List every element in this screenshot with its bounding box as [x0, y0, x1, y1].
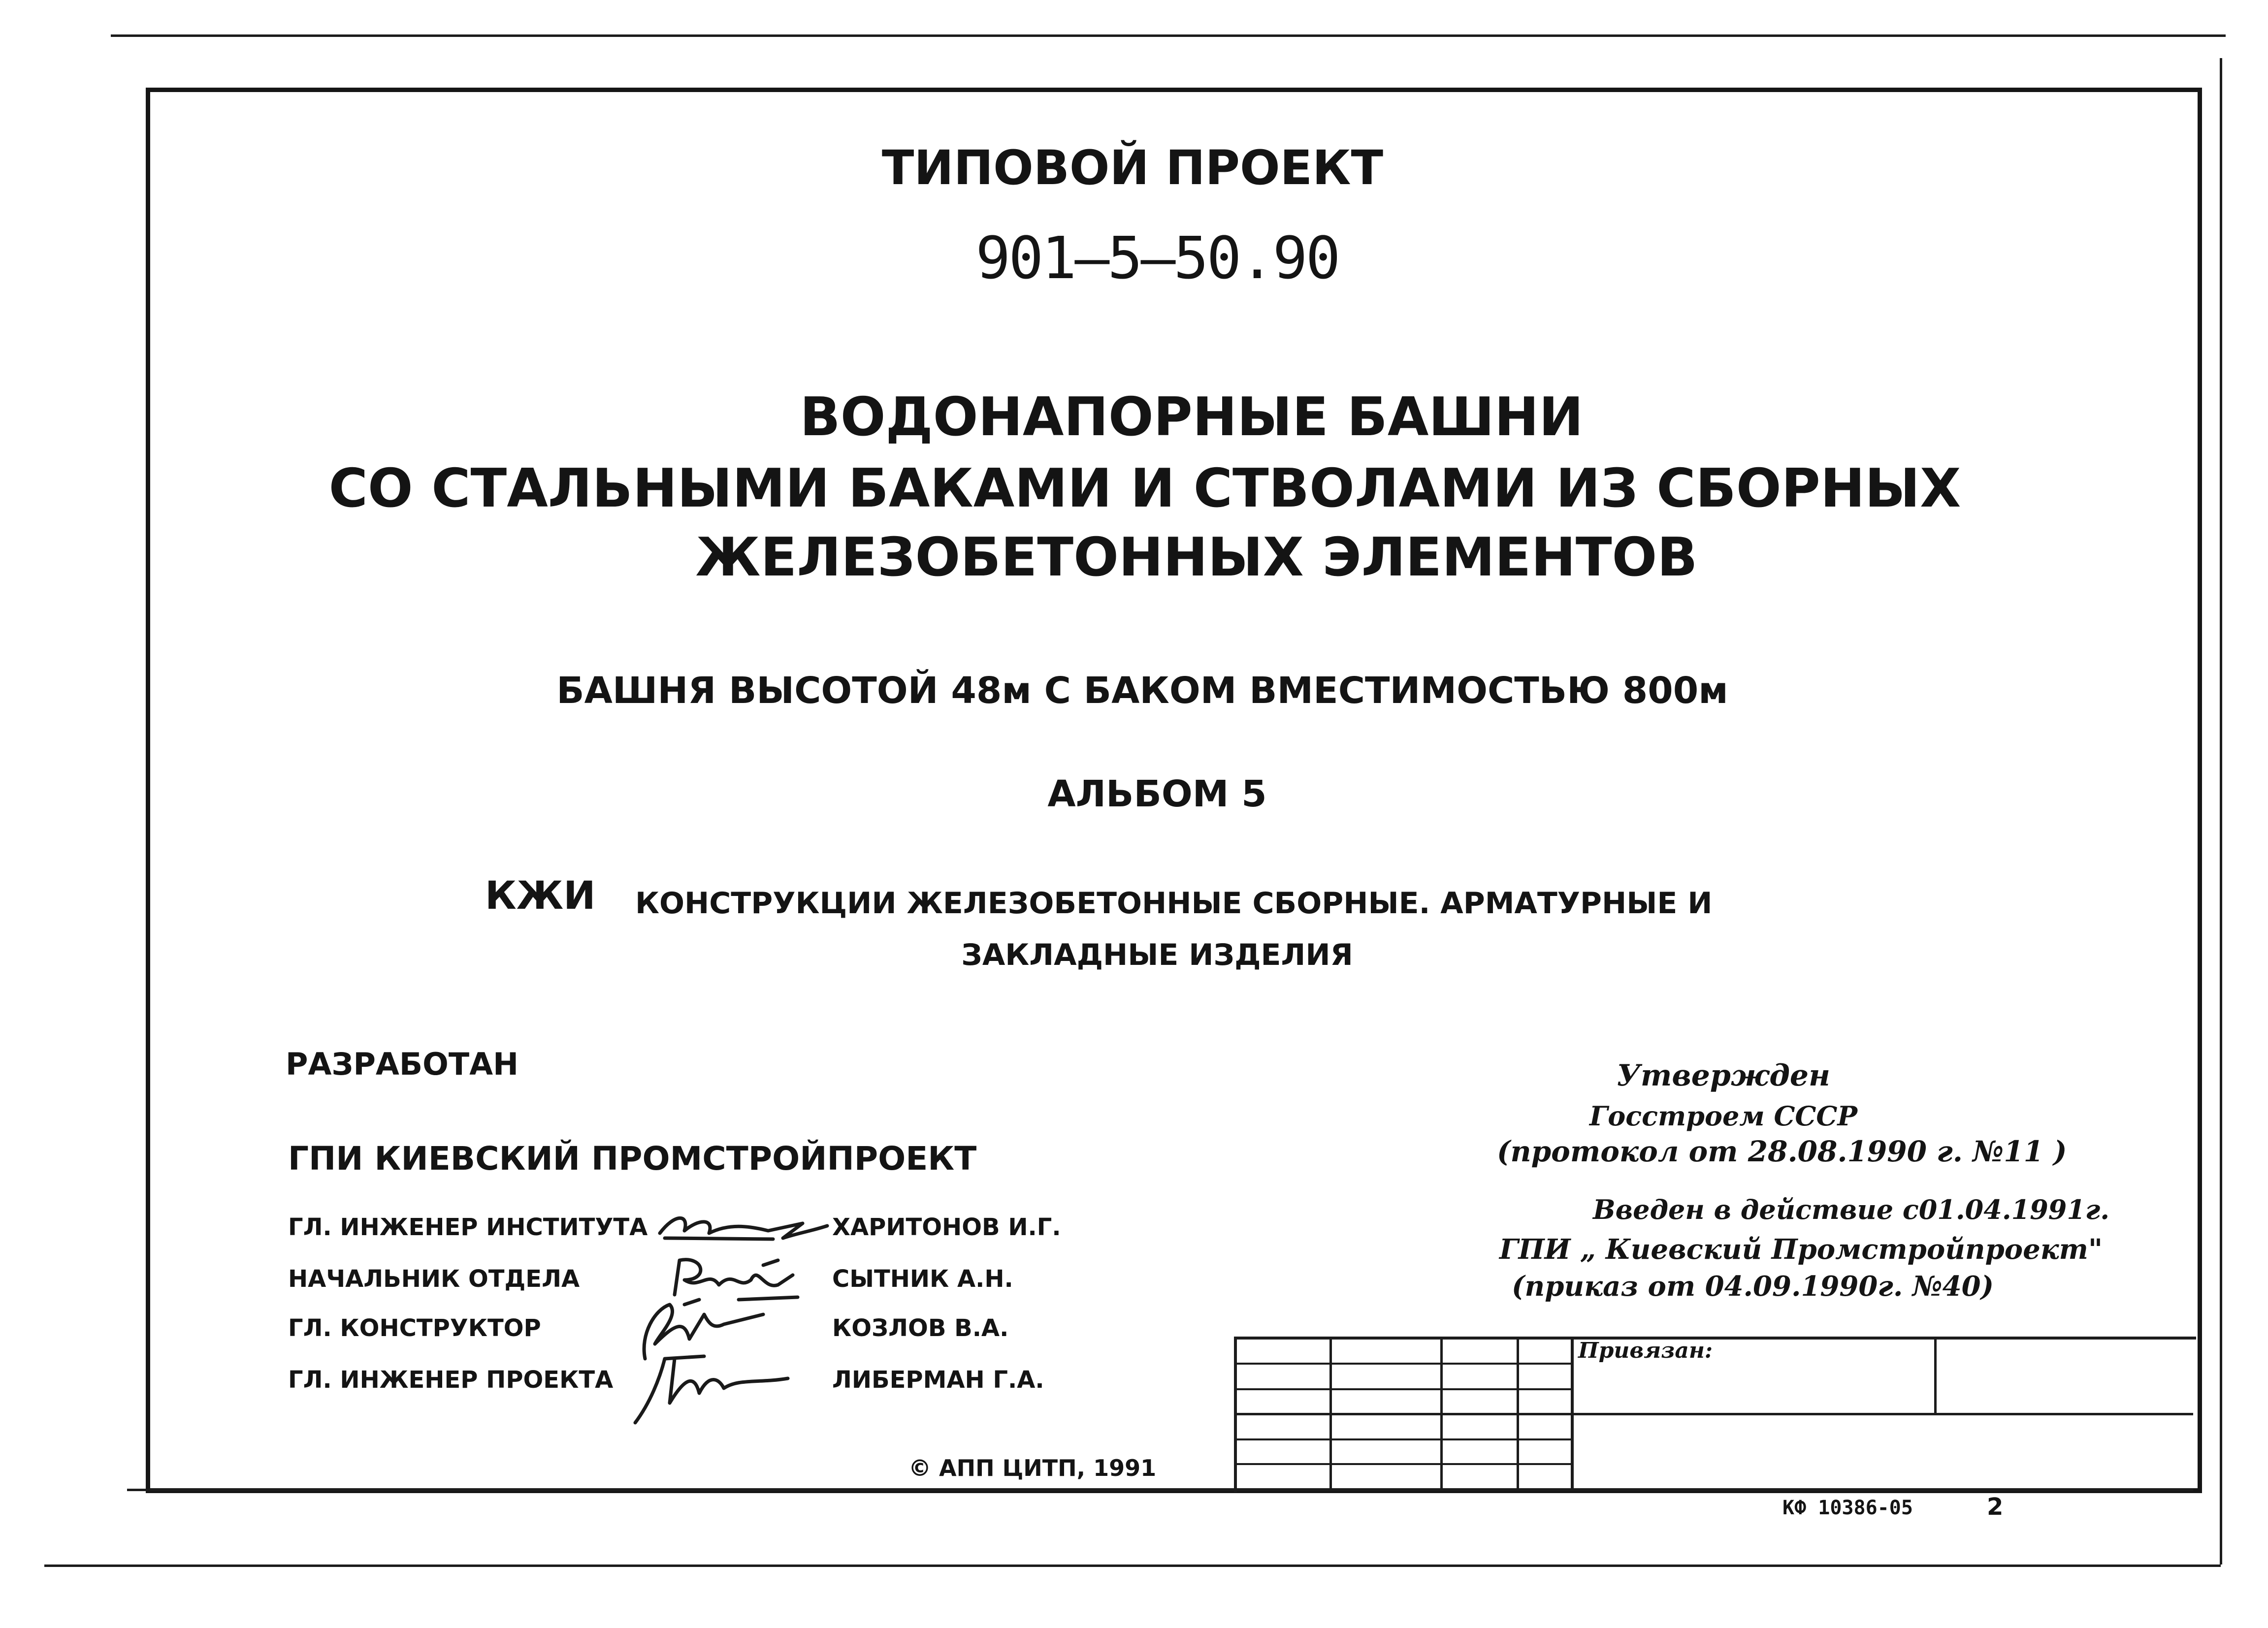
stamp-row-line	[1234, 1388, 1574, 1390]
stamp-row-line	[1234, 1463, 1574, 1465]
stamp-row-line	[1234, 1438, 1574, 1440]
staff-position: НАЧАЛЬНИК ОТДЕЛА	[288, 1265, 580, 1293]
signature-kharitonov	[655, 1204, 832, 1248]
staff-name: СЫТНИК А.Н.	[832, 1265, 1013, 1293]
main-title-line-3: ЖЕЛЕЗОБЕТОННЫХ ЭЛЕМЕНТОВ	[695, 527, 1698, 588]
approval-line-1: Утвержден	[1617, 1058, 1830, 1093]
stamp-row-line	[1234, 1413, 2193, 1415]
album-number: АЛЬБОМ 5	[1047, 773, 1267, 815]
page-number: 2	[1987, 1493, 2004, 1521]
staff-position: ГЛ. КОНСТРУКТОР	[288, 1314, 541, 1342]
stamp-tied-label: Привязан:	[1578, 1338, 1713, 1363]
bottom-outer-rule	[44, 1564, 2221, 1567]
copyright-notice: © АПП ЦИТП, 1991	[908, 1455, 1157, 1481]
staff-name: ХАРИТОНОВ И.Г.	[832, 1213, 1061, 1241]
section-title-line-2: ЗАКЛАДНЫЕ ИЗДЕЛИЯ	[961, 938, 1353, 972]
signature-liberman	[630, 1349, 793, 1428]
section-title-line-1: КОНСТРУКЦИИ ЖЕЛЕЗОБЕТОННЫЕ СБОРНЫЕ. АРМАТУРНЫЕ И	[635, 886, 1713, 921]
project-type-title: ТИПОВОЙ ПРОЕКТ	[881, 140, 1384, 195]
main-title-line-1: ВОДОНАПОРНЫЕ БАШНИ	[800, 386, 1584, 448]
right-outer-rule	[2220, 58, 2222, 1564]
stamp-divider	[1934, 1337, 1937, 1413]
document-code: КФ 10386-05	[1782, 1497, 1913, 1519]
approval-line-3: (протокол от 28.08.1990 г. №11 )	[1497, 1135, 2067, 1168]
top-outer-rule	[111, 34, 2226, 37]
stamp-row-line	[1234, 1363, 1574, 1365]
section-code: КЖИ	[485, 874, 596, 918]
approval-line-5: ГПИ „ Киевский Промстройпроект"	[1499, 1233, 2103, 1266]
approval-line-2: Госстроем СССР	[1589, 1100, 1857, 1132]
developed-by-label: РАЗРАБОТАН	[286, 1046, 519, 1082]
tower-subtitle: БАШНЯ ВЫСОТОЙ 48м С БАКОМ ВМЕСТИМОСТЬЮ 800м	[556, 670, 1728, 712]
developer-organization: ГПИ КИЕВСКИЙ ПРОМСТРОЙПРОЕКТ	[288, 1140, 977, 1178]
staff-name: КОЗЛОВ В.А.	[832, 1314, 1009, 1342]
staff-name: ЛИБЕРМАН Г.А.	[832, 1366, 1044, 1394]
main-title-line-2: СО СТАЛЬНЫМИ БАКАМИ И СТВОЛАМИ ИЗ СБОРНЫХ	[328, 458, 1961, 519]
approval-line-6: (приказ от 04.09.1990г. №40)	[1512, 1270, 1994, 1303]
project-number: 901—5—50.90	[975, 224, 1339, 292]
staff-position: ГЛ. ИНЖЕНЕР ПРОЕКТА	[288, 1366, 614, 1394]
staff-position: ГЛ. ИНЖЕНЕР ИНСТИТУТА	[288, 1213, 648, 1241]
approval-line-4: Введен в действие с01.04.1991г.	[1593, 1194, 2110, 1225]
